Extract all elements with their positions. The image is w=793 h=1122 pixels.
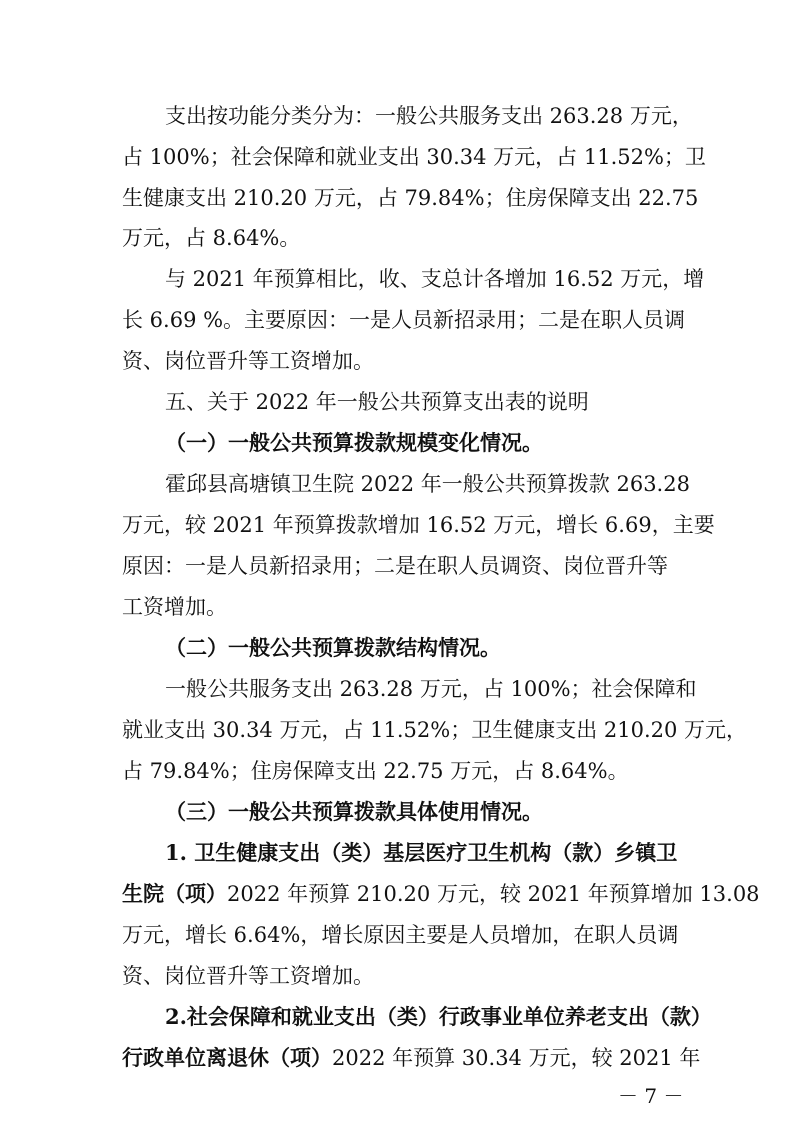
text-line: 占 100%；社会保障和就业支出 30.34 万元，占 11.52%；卫	[122, 145, 706, 169]
text-line-mixed	[122, 879, 793, 909]
text-line: 一般公共服务支出 263.28 万元，占 100%；社会保障和	[165, 677, 697, 701]
text-line: 就业支出 30.34 万元，占 11.52%；卫生健康支出 210.20 万元，	[122, 718, 748, 742]
text-line: 资、岗位晋升等工资增加。	[122, 349, 374, 373]
page-number: － 7 －	[618, 1084, 684, 1108]
text-line-wrap	[122, 142, 706, 172]
item-heading: 1. 卫生健康支出（类）基层医疗卫生机构（款）乡镇卫	[165, 840, 678, 865]
text-line: 资、岗位晋升等工资增加。	[122, 964, 374, 988]
text-line: 与 2021 年预算相比，收、支总计各增加 16.52 万元，增	[165, 267, 705, 291]
text-line: 霍邱县高塘镇卫生院 2022 年一般公共预算拨款 263.28	[165, 472, 690, 496]
text-line: 生健康支出 210.20 万元，占 79.84%；住房保障支出 22.75	[122, 186, 699, 210]
text-line-wrap	[122, 183, 699, 213]
text-line: 工资增加。	[122, 595, 227, 619]
text-line: 占 79.84%；住房保障支出 22.75 万元，占 8.64%。	[122, 759, 629, 783]
item-heading: 2.社会保障和就业支出（类）行政事业单位养老支出（款）	[165, 1004, 712, 1029]
text-line: 万元，增长 6.64%，增长原因主要是人员增加，在职人员调	[122, 923, 679, 947]
item-heading-cont: 行政单位离退休（项）	[122, 1045, 332, 1070]
text-line: 万元，占 8.64%。	[122, 226, 301, 250]
text-line: 原因：一是人员新招录用；二是在职人员调资、岗位晋升等	[122, 554, 668, 578]
subsection-heading: （二）一般公共预算拨款结构情况。	[165, 635, 501, 660]
subsection-heading: （三）一般公共预算拨款具体使用情况。	[165, 799, 543, 824]
item-text: 2022 年预算 210.20 万元，较 2021 年预算增加 13.08	[227, 882, 760, 906]
item-text: 2022 年预算 30.34 万元，较 2021 年	[332, 1046, 701, 1070]
text-line: 万元，较 2021 年预算拨款增加 16.52 万元，增长 6.69，主要	[122, 513, 715, 537]
section-heading: 五、关于 2022 年一般公共预算支出表的说明	[165, 390, 589, 414]
text-line: 长 6.69 %。主要原因：一是人员新招录用；二是在职人员调	[122, 308, 686, 332]
item-heading-cont: 生院（项）	[122, 881, 227, 906]
subsection-heading: （一）一般公共预算拨款规模变化情况。	[165, 430, 543, 455]
text-line-mixed	[122, 1043, 793, 1073]
text-line: 支出按功能分类分为：一般公共服务支出 263.28 万元，	[165, 104, 693, 128]
